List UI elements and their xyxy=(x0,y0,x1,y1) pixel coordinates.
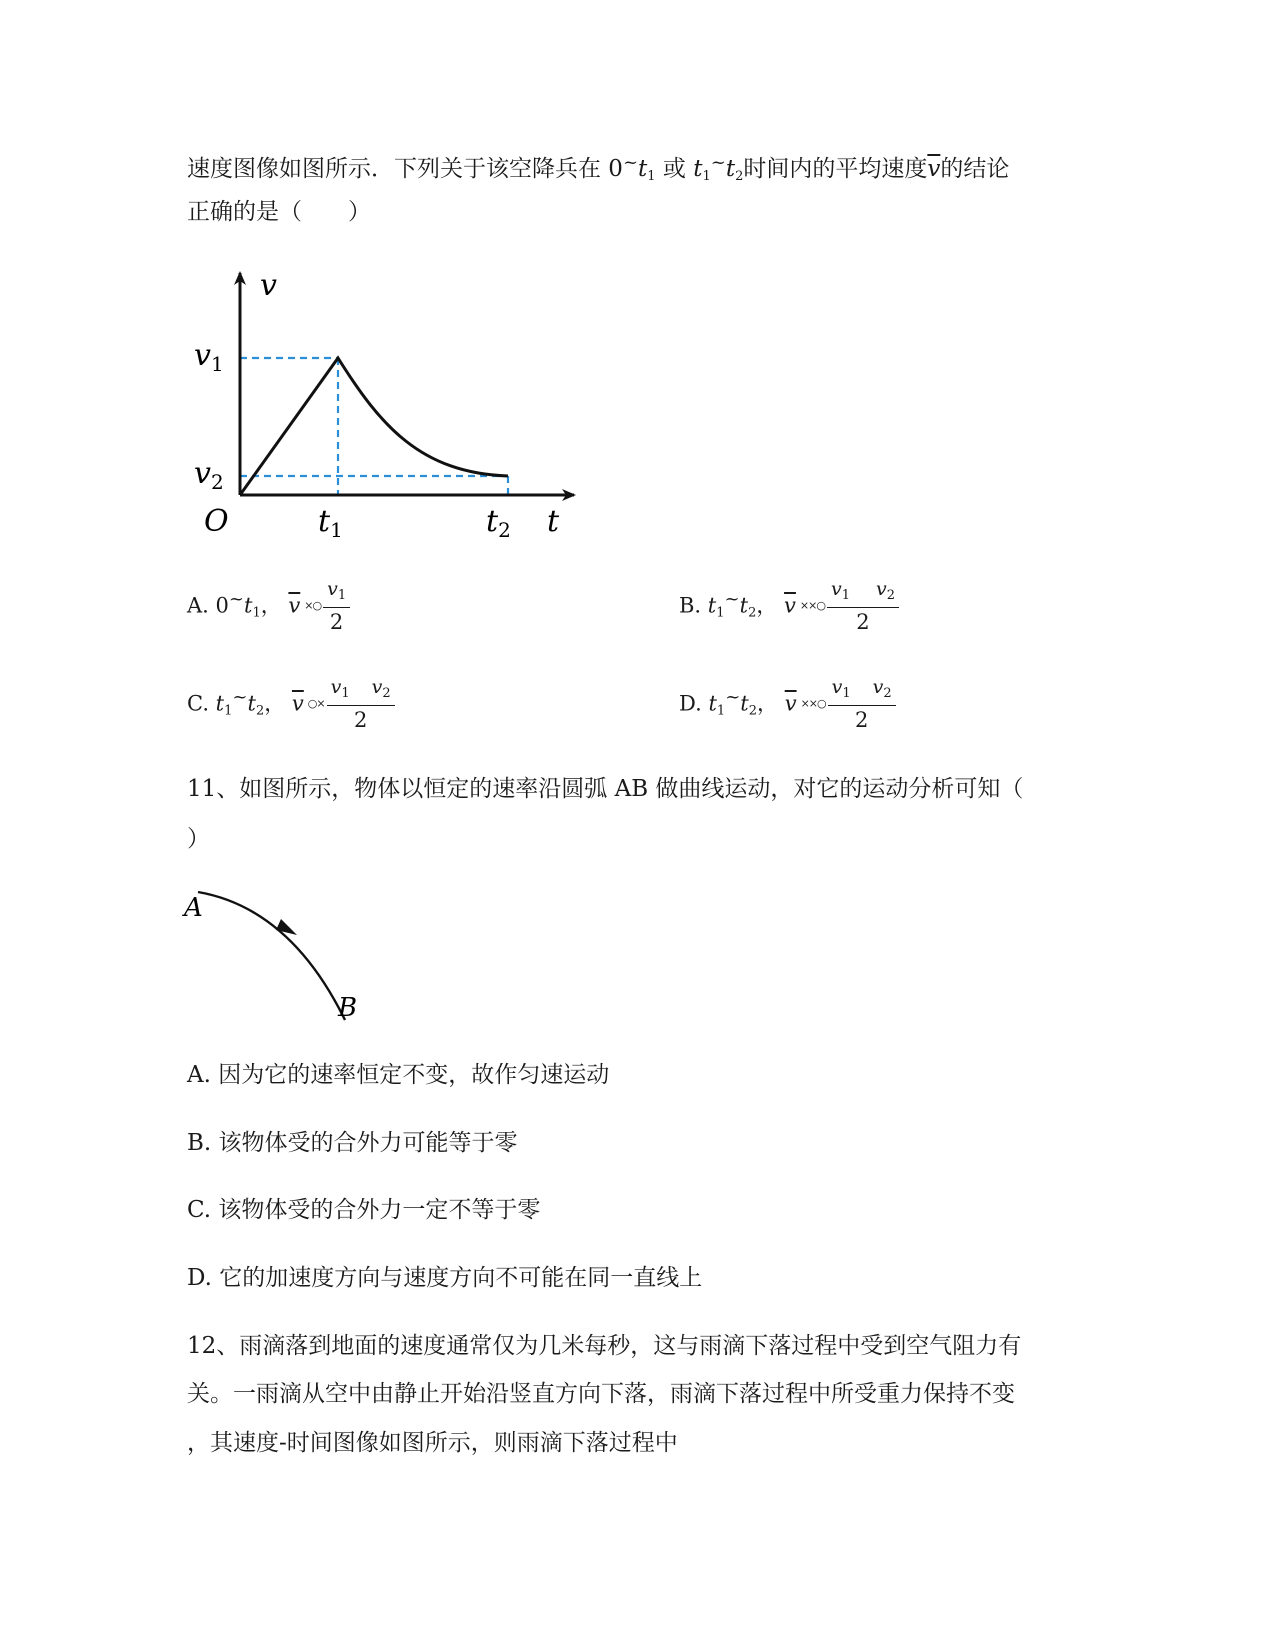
arc-ab xyxy=(198,892,345,1020)
tilde-symbol: ~ xyxy=(232,686,248,708)
subscript: 2 xyxy=(255,703,265,719)
comma: ， xyxy=(264,691,286,716)
fraction xyxy=(323,578,350,636)
t-symbol: t xyxy=(638,156,648,182)
average-velocity-symbol: $\overline{v}$ xyxy=(927,156,941,182)
t-symbol: t xyxy=(708,691,717,716)
comma: ， xyxy=(757,691,779,716)
numerator-v2: v xyxy=(875,578,887,600)
fraction xyxy=(327,676,395,734)
subscript: 2 xyxy=(886,588,895,603)
tilde-symbol: ~ xyxy=(710,152,726,173)
t-symbol: t xyxy=(740,691,749,716)
subscript: 1 xyxy=(341,686,350,701)
subscript: 2 xyxy=(382,686,391,701)
q10-stem-text-a: 速度图像如图所示．下列关于该空降兵在 0 xyxy=(187,156,623,182)
tilde-symbol: ~ xyxy=(228,588,244,610)
garbled-relation-symbol: ○× xyxy=(307,696,325,710)
denominator: 2 xyxy=(854,708,869,732)
q10-stem-line-2: 正确的是（ ） xyxy=(187,199,371,225)
subscript: 2 xyxy=(883,686,892,701)
garbled-relation-symbol: ××○ xyxy=(799,598,825,612)
velocity-time-graph xyxy=(190,265,590,555)
subscript: 1 xyxy=(224,703,233,719)
subscript: 1 xyxy=(702,169,711,184)
subscript: 1 xyxy=(252,605,261,621)
average-velocity-symbol: $\overline{v}$ xyxy=(291,691,304,716)
tilde-symbol: ~ xyxy=(622,152,639,173)
comma: ， xyxy=(756,593,778,618)
denominator: 2 xyxy=(856,610,870,634)
option-label: C. xyxy=(187,691,216,716)
denominator: 2 xyxy=(329,610,344,634)
subscript: 2 xyxy=(735,169,744,184)
comma: ， xyxy=(260,593,282,618)
t-symbol: t xyxy=(215,691,225,716)
q10-stem-line-1 xyxy=(187,148,1009,192)
t-symbol: t xyxy=(693,156,703,182)
q10-option-b[interactable] xyxy=(679,578,899,636)
arc-direction-arrow-icon xyxy=(276,919,297,935)
q12-stem-line-1: 12、雨滴落到地面的速度通常仅为几米每秒，这与雨滴下落过程中受到空气阻力有 xyxy=(187,1333,1022,1359)
q11-option-c[interactable]: C. 该物体受的合外力一定不等于零 xyxy=(187,1197,541,1223)
t-symbol: t xyxy=(243,593,253,618)
v1-label: $v_1$ xyxy=(194,338,224,376)
origin-label: O xyxy=(204,504,229,539)
garbled-relation-symbol: ×○ xyxy=(304,598,322,612)
numerator-v1: v xyxy=(831,676,843,698)
q10-option-d[interactable] xyxy=(679,676,896,734)
garbled-relation-symbol: ××○ xyxy=(800,696,826,710)
tilde-symbol: ~ xyxy=(725,686,741,708)
q12-stem-line-2: 关。一雨滴从空中由静止开始沿竖直方向下落，雨滴下落过程中所受重力保持不变 xyxy=(187,1381,1015,1407)
q11-stem-line-2: ） xyxy=(187,826,210,852)
q11-stem-line-1: 11、如图所示，物体以恒定的速率沿圆弧 AB 做曲线运动，对它的运动分析可知（ xyxy=(187,776,1024,802)
subscript: 1 xyxy=(716,703,726,719)
tilde-symbol: ~ xyxy=(724,588,740,610)
subscript: 1 xyxy=(842,686,851,701)
average-velocity-symbol: $\overline{v}$ xyxy=(784,691,797,716)
subscript: 1 xyxy=(647,169,656,184)
t-symbol: t xyxy=(739,593,749,618)
q12-stem-line-3: ，其速度-时间图像如图所示，则雨滴下落过程中 xyxy=(187,1430,678,1456)
subscript: 1 xyxy=(841,588,850,603)
average-velocity-symbol: $\overline{v}$ xyxy=(784,593,796,618)
t1-label: $t_1$ xyxy=(318,504,343,542)
option-label: B. xyxy=(679,593,708,618)
fraction xyxy=(827,578,899,636)
v2-label: $v_2$ xyxy=(194,456,224,494)
q10-option-c[interactable] xyxy=(187,676,395,734)
numerator-v2: v xyxy=(371,676,383,698)
y-axis-label: v xyxy=(260,268,277,303)
numerator-v1: v xyxy=(330,676,342,698)
point-a-label: A xyxy=(184,893,203,923)
q11-option-d[interactable]: D. 它的加速度方向与速度方向不可能在同一直线上 xyxy=(187,1265,703,1291)
subscript: 2 xyxy=(748,605,757,621)
point-b-label: B xyxy=(338,993,358,1023)
subscript: 1 xyxy=(337,588,347,603)
t-symbol: t xyxy=(725,156,736,182)
q10-stem-text-b: 时间内的平均速度 xyxy=(743,156,928,182)
velocity-curve xyxy=(240,358,508,495)
t-symbol: t xyxy=(707,593,717,618)
subscript: 1 xyxy=(716,605,725,621)
option-label: A. 0 xyxy=(187,593,229,618)
q11-option-a[interactable]: A. 因为它的速率恒定不变，故作匀速运动 xyxy=(187,1062,610,1088)
option-label: D. xyxy=(679,691,709,716)
denominator: 2 xyxy=(353,708,368,732)
average-velocity-symbol: $\overline{v}$ xyxy=(288,593,301,618)
x-axis-label: t xyxy=(547,504,560,539)
q11-option-b[interactable]: B. 该物体受的合外力可能等于零 xyxy=(187,1130,518,1156)
q10-option-a[interactable] xyxy=(187,578,350,636)
numerator-v1: v xyxy=(830,578,842,600)
q10-stem-text-c: 的结论 xyxy=(940,156,1010,182)
arc-ab-diagram xyxy=(180,880,380,1030)
t-symbol: t xyxy=(247,691,256,716)
t2-label: $t_2$ xyxy=(486,504,511,542)
subscript: 2 xyxy=(748,703,758,719)
fraction xyxy=(828,676,896,734)
numerator-v: v xyxy=(327,578,338,600)
q10-or-text: 或 xyxy=(655,156,694,182)
numerator-v2: v xyxy=(872,676,884,698)
